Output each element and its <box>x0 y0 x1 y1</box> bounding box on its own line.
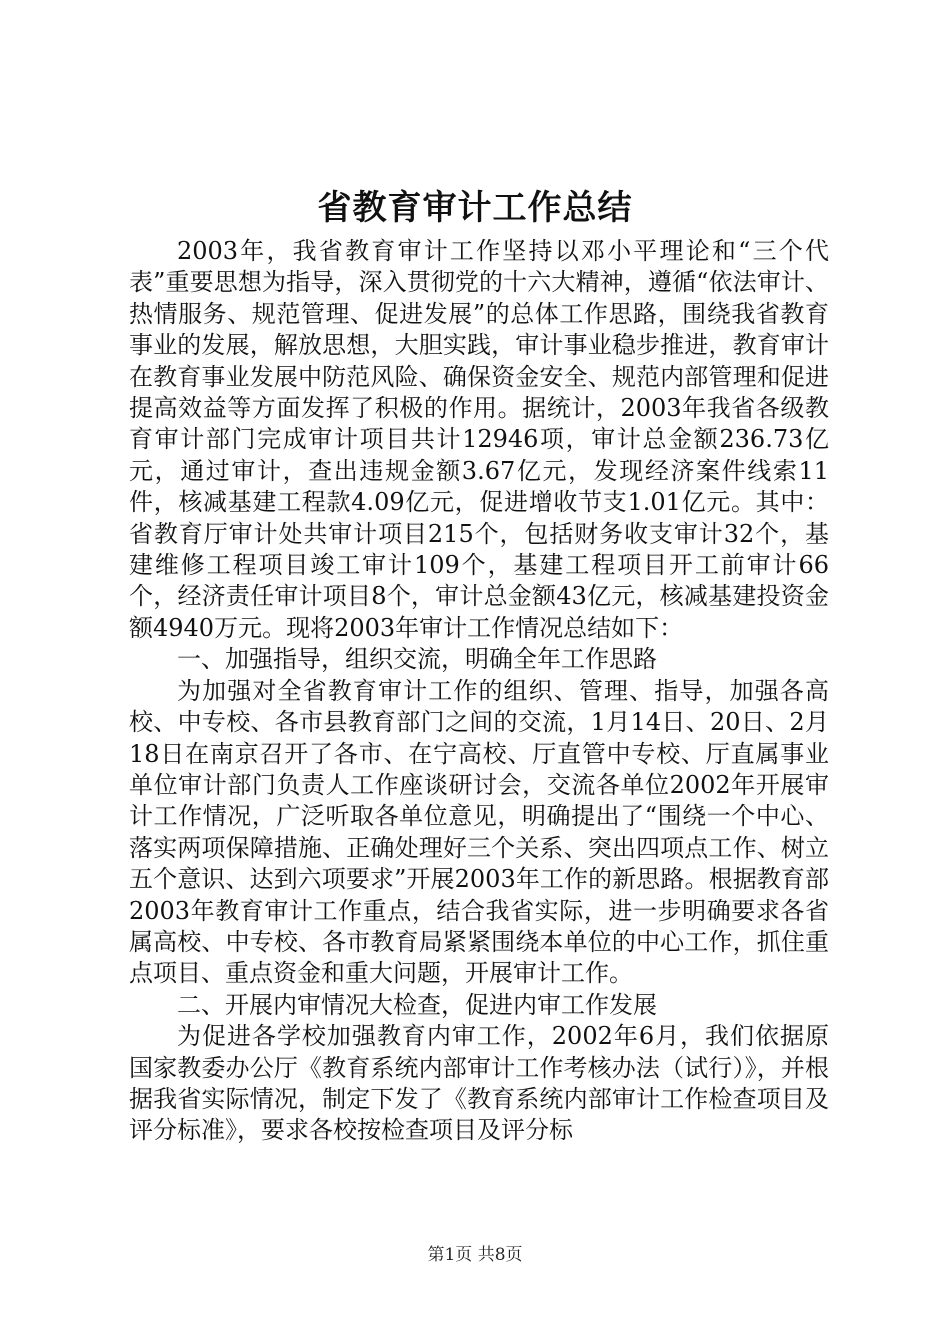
paragraph-intro: 2003年，我省教育审计工作坚持以邓小平理论和“三个代表”重要思想为指导，深入贯彻党的十六大精神，遵循“依法审计、热情服务、规范管理、促进发展”的总体工作思路，围绕我省教育事业的发展，解放思想，大胆实践，审计事业稳步推进，教育审计在教育事业发展中防范风险、确保资金安全、规范内部管理和促进提高效益等方面发挥了积极的作用。据统计，2003年我省各级教育审计部门完成审计项目共计12946项，审计总金额236.73亿元，通过审计，查出违规金额3.67亿元，发现经济案件线索11件，核减基建工程款4.09亿元，促进增收节支1.01亿元。其中：省教育厅审计处共审计项目215个，包括财务收支审计32个，基建维修工程项目竣工审计109个，基建工程项目开工前审计66个，经济责任审计项目8个，审计总金额43亿元，核减基建投资金额4940万元。现将2003年审计工作情况总结如下： <box>129 237 829 642</box>
document-body <box>129 236 829 1147</box>
paragraph-section-2: 为促进各学校加强教育内审工作，2002年6月，我们依据原国家教委办公厅《教育系统内部审计工作考核办法（试行）》，并根据我省实际情况，制定下发了《教育系统内部审计工作检查项目及评分标准》，要求各校按检查项目及评分标 <box>129 1022 829 1145</box>
section-heading-2: 二、开展内审情况大检查，促进内审工作发展 <box>177 990 657 1019</box>
section-heading-1: 一、加强指导，组织交流，明确全年工作思路 <box>177 645 657 674</box>
document-title: 省教育审计工作总结 <box>317 188 633 228</box>
page-footer: 第1页 共8页 <box>427 1245 523 1265</box>
paragraph-section-1: 为加强对全省教育审计工作的组织、管理、指导，加强各高校、中专校、各市县教育部门之间的交流，1月14日、20日、2月18日在南京召开了各市、在宁高校、厅直管中专校、厅直属事业单位审计部门负责人工作座谈研讨会，交流各单位2002年开展审计工作情况，广泛听取各单位意见，明确提出了“围绕一个中心、落实两项保障措施、正确处理好三个关系、突出四项点工作、树立五个意识、达到六项要求”开展2003年工作的新思路。根据教育部2003年教育审计工作重点，结合我省实际，进一步明确要求各省属高校、中专校、各市教育局紧紧围绕本单位的中心工作，抓住重点项目、重点资金和重大问题，开展审计工作。 <box>129 676 829 988</box>
